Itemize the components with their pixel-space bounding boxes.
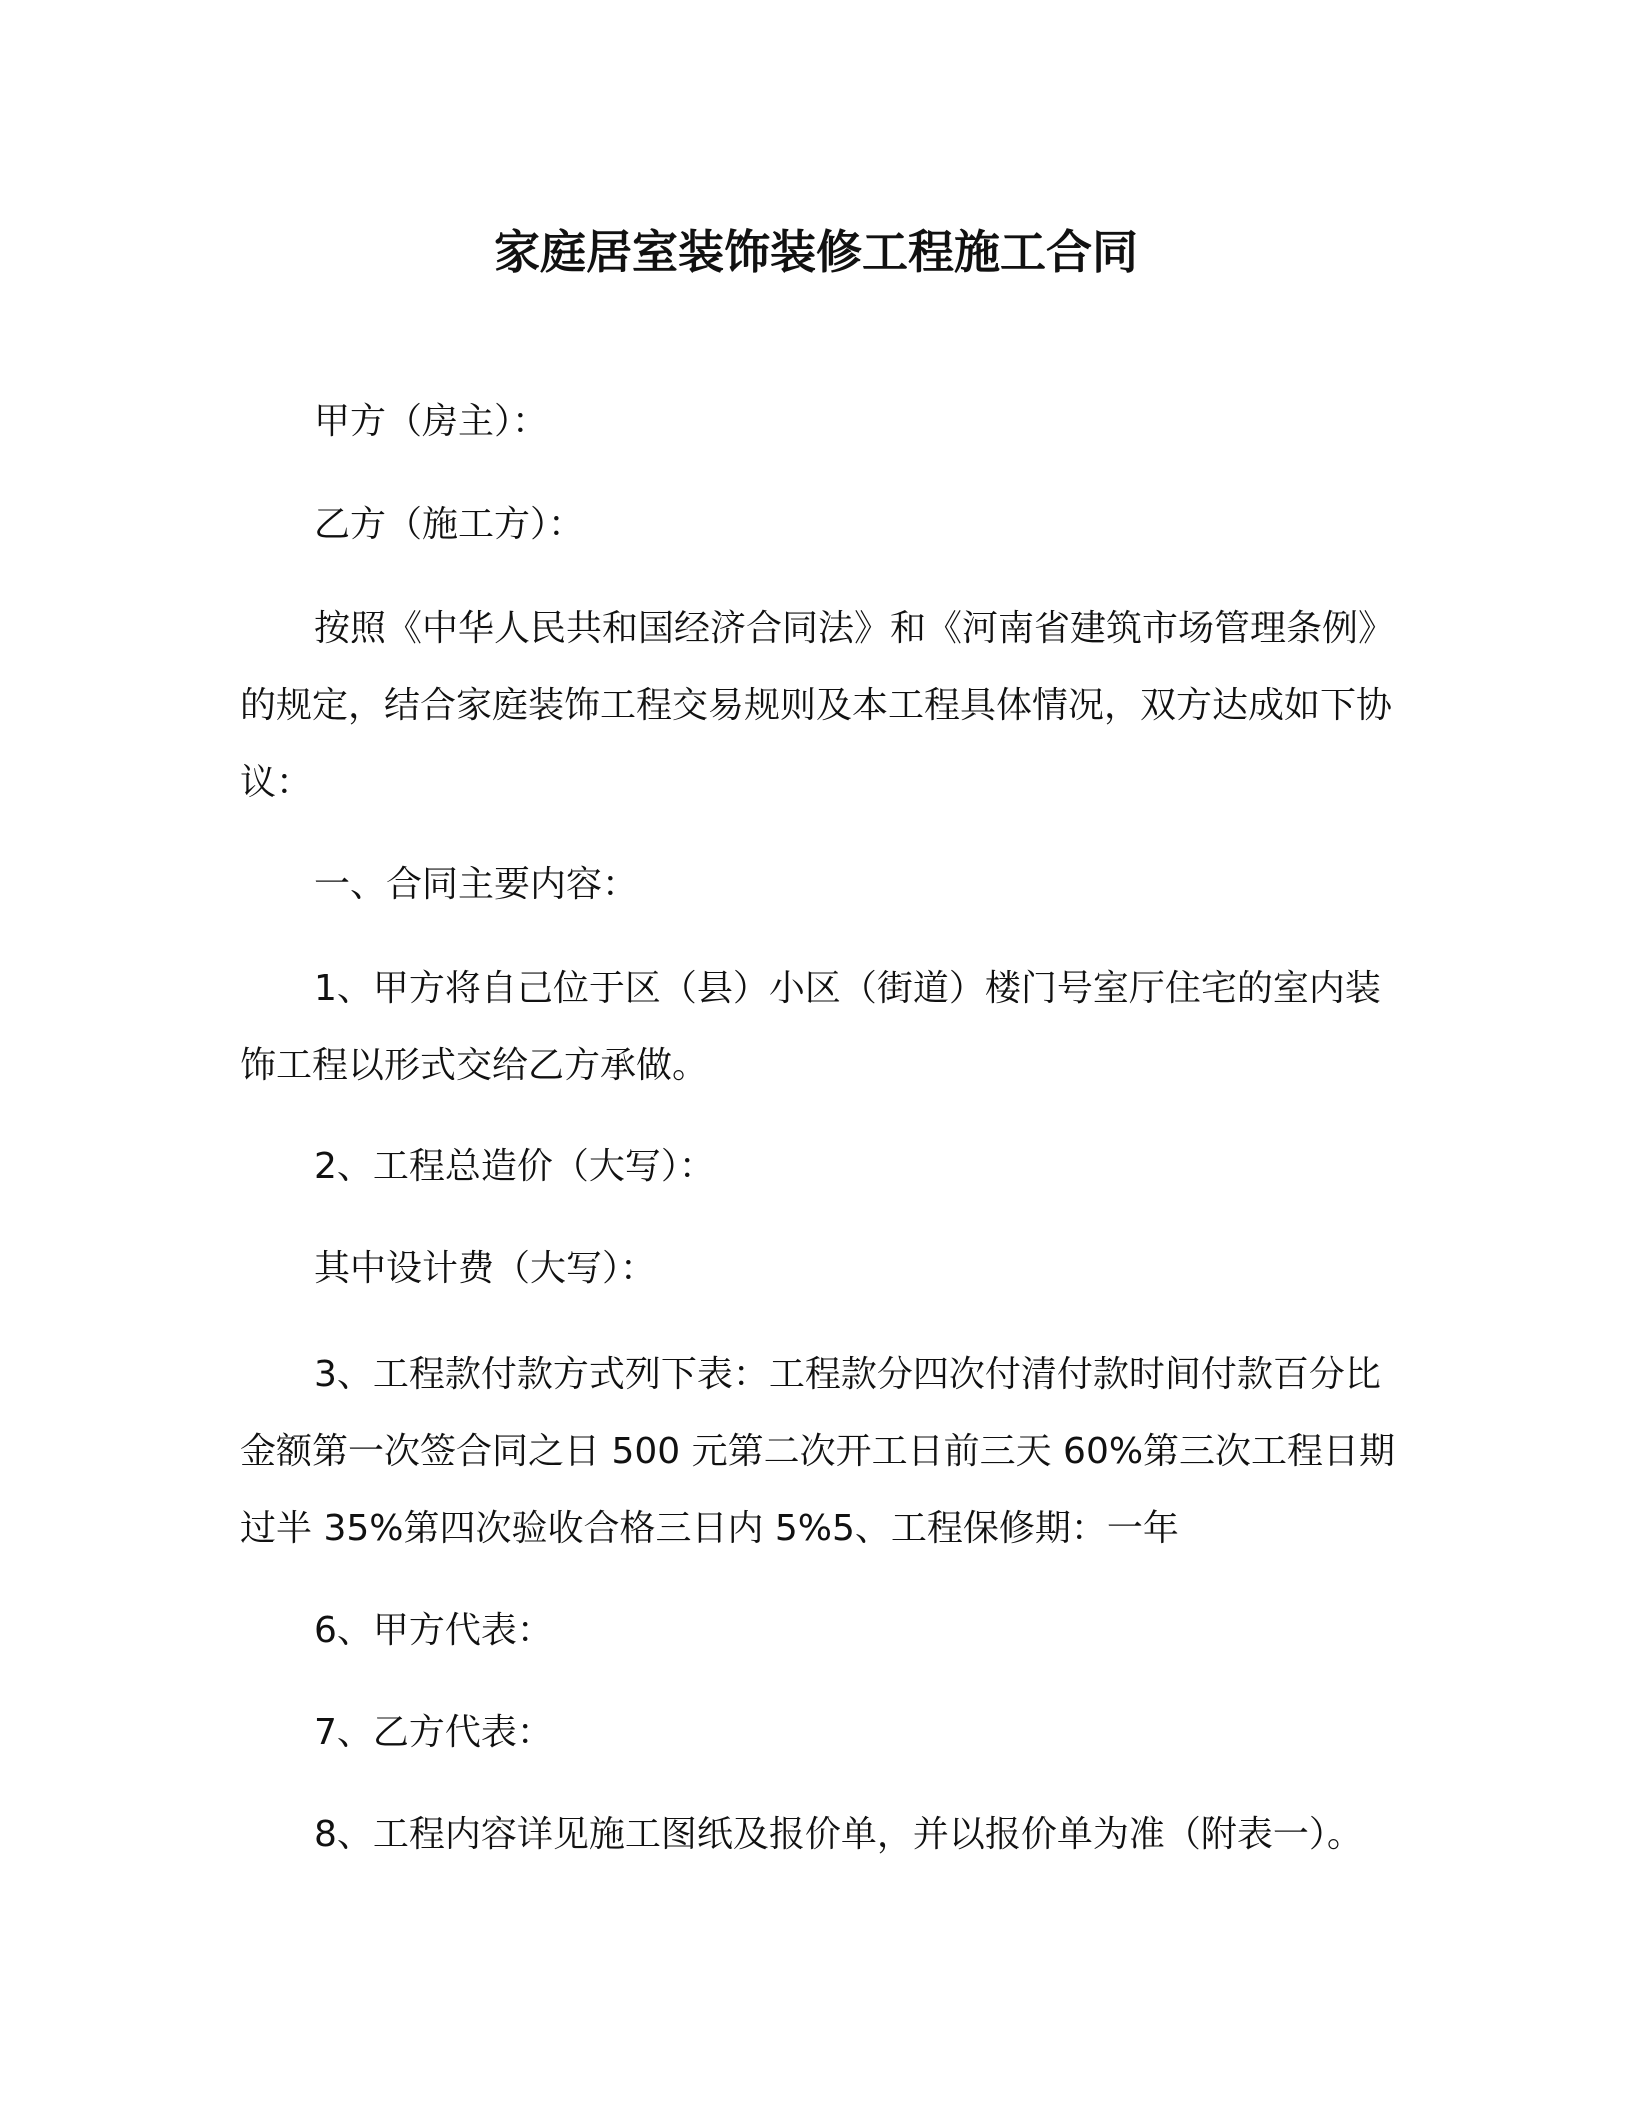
clause-2-line: 2、工程总造价（大写）：	[314, 1146, 715, 1187]
clause-6-line: 6、甲方代表：	[314, 1610, 553, 1651]
document-title: 家庭居室装饰装修工程施工合同	[494, 225, 1138, 279]
section-1-heading: 一、合同主要内容：	[314, 864, 639, 905]
design-fee-line: 其中设计费（大写）：	[314, 1248, 657, 1289]
clause-7-line: 7、乙方代表：	[314, 1712, 553, 1753]
party-b-line: 乙方（施工方）：	[314, 504, 585, 545]
preamble-paragraph: 按照《中华人民共和国经济合同法》和《河南省建筑市场管理条例》的规定，结合家庭装饰工程交易规则及本工程具体情况，双方达成如下协议：	[240, 608, 1395, 803]
party-a-line: 甲方（房主）：	[314, 401, 549, 442]
clause-1-paragraph: 1、甲方将自己位于区（县）小区（街道）楼门号室厅住宅的室内装饰工程以形式交给乙方承做。	[240, 968, 1381, 1086]
clause-8-line: 8、工程内容详见施工图纸及报价单，并以报价单为准（附表一）。	[314, 1814, 1363, 1855]
clause-3-paragraph: 3、工程款付款方式列下表：工程款分四次付清付款时间付款百分比金额第一次签合同之日 500 元第二次开工日前三天 60%第三次工程日期过半 35%第四次验收合格三日内 5%5、工程保修期：一年	[240, 1354, 1396, 1549]
